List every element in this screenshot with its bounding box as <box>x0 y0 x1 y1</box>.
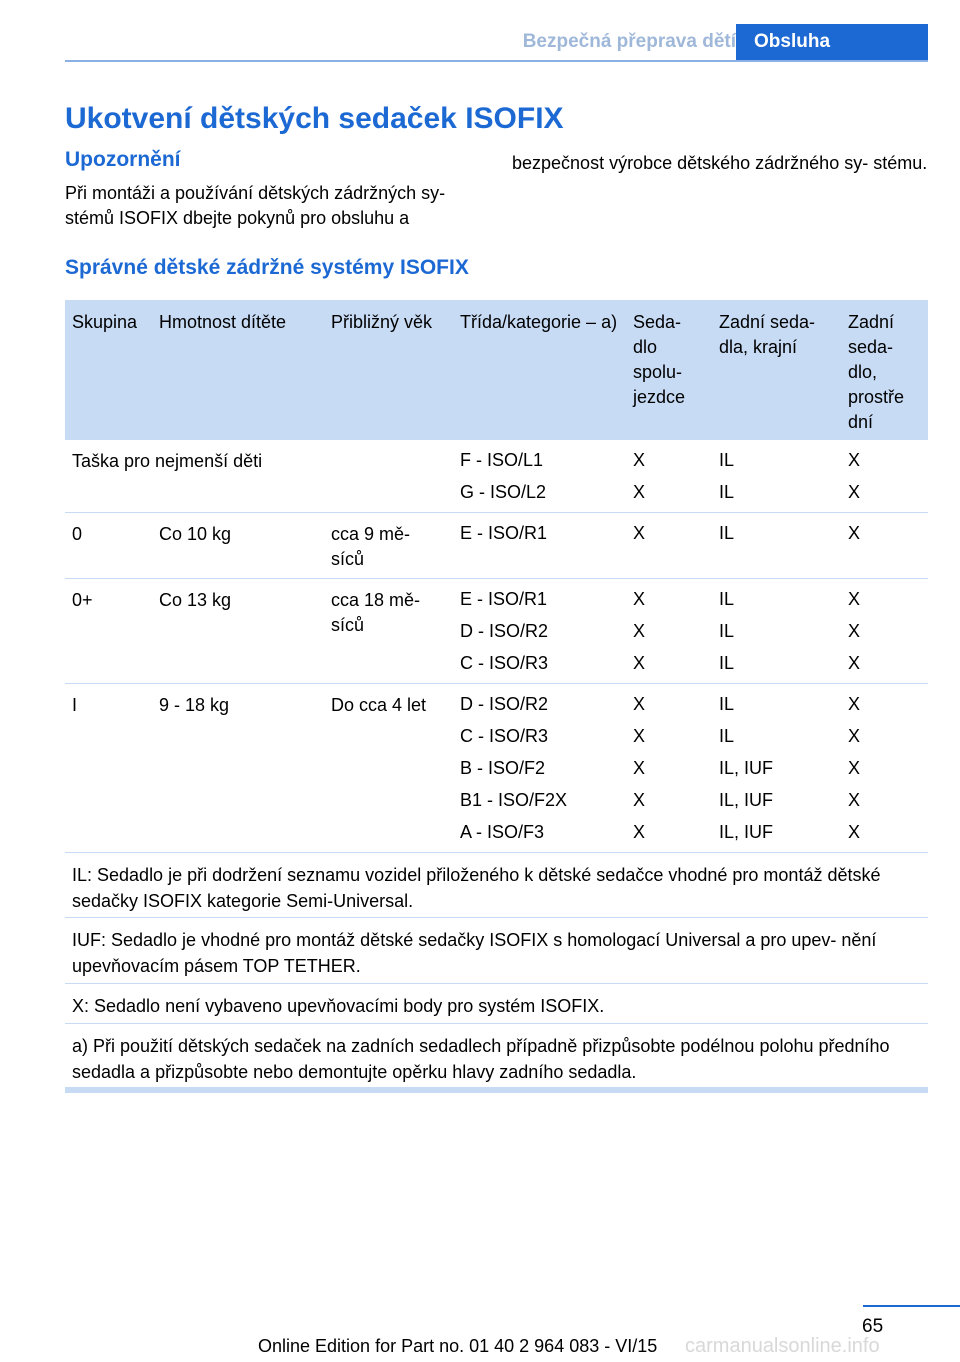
rear-outer-value: IL <box>719 694 735 714</box>
passenger-value: X <box>633 621 646 641</box>
cell-rear-middle <box>848 449 920 513</box>
cell-group: I <box>72 695 78 715</box>
rear-outer-value: IL, IUF <box>719 822 774 842</box>
rear-outer-value: IL, IUF <box>719 758 774 778</box>
header-rear-outer: Zadní seda‐ dla, krajní <box>719 312 816 357</box>
cell-age: cca 9 mě‐ síců <box>331 524 411 569</box>
header-group: Skupina <box>72 312 138 332</box>
rear-outer-value: IL <box>719 589 735 609</box>
section-title: Bezpečná přeprava dětí <box>522 31 736 52</box>
table-row <box>65 513 928 579</box>
rear-outer-value: IL, IUF <box>719 790 774 810</box>
class-value: C - ISO/R3 <box>460 653 549 673</box>
cell-rear-outer <box>719 588 834 684</box>
header-rear-middle: Zadní seda‐ dlo, prostře dní <box>848 312 905 432</box>
table-row <box>65 579 928 684</box>
cell-rear-middle <box>848 522 920 554</box>
table-note: a) Při použití dětských sedaček na zadních sedadlech případně přizpůsobte podélnou polohu předního sedadla a přizpůsobte nebo demontujte opěrku hlavy zadního sedadla. <box>72 1036 890 1082</box>
class-value: A - ISO/F3 <box>460 822 545 842</box>
header-weight: Hmotnost dítěte <box>159 312 287 332</box>
cell-weight: 9 - 18 kg <box>159 695 230 715</box>
footer-divider <box>863 1305 960 1307</box>
header-divider <box>65 60 928 62</box>
rear-outer-value: IL <box>719 653 735 673</box>
table-note: IL: Sedadlo je při dodržení seznamu vozidel přiloženého k dětské sedačce vhodné pro montáž dětské sedačky ISOFIX kategorie Semi-Universal. <box>65 853 928 918</box>
cell-group: 0+ <box>72 590 93 610</box>
cell-passenger <box>633 588 703 684</box>
cell-weight: Co 10 kg <box>159 524 232 544</box>
table-heading: Správné dětské zádržné systémy ISOFIX <box>65 256 469 279</box>
rear-outer-value: IL <box>719 621 735 641</box>
passenger-value: X <box>633 523 646 543</box>
rear-middle-value: X <box>848 589 861 609</box>
cell-weight: Co 13 kg <box>159 590 232 610</box>
warning-heading: Upozornění <box>65 148 181 171</box>
table-header-row <box>65 300 928 440</box>
class-value: B - ISO/F2 <box>460 758 546 778</box>
cell-group: 0 <box>72 524 83 544</box>
cell-rear-middle <box>848 693 920 853</box>
class-value: B1 - ISO/F2X <box>460 790 568 810</box>
class-value: C - ISO/R3 <box>460 726 549 746</box>
rear-middle-value: X <box>848 694 861 714</box>
cell-passenger <box>633 449 703 513</box>
cell-passenger <box>633 522 703 554</box>
class-value: E - ISO/R1 <box>460 523 548 543</box>
cell-rear-outer <box>719 449 834 513</box>
passenger-value: X <box>633 589 646 609</box>
header-class: Třída/kategorie – a) <box>460 312 618 332</box>
cell-class <box>460 693 625 853</box>
cell-age: cca 18 mě‐ síců <box>331 590 421 635</box>
warning-text-right: bezpečnost výrobce dětského zádržného sy‐ stému. <box>512 153 928 173</box>
chapter-tab: Obsluha <box>736 24 928 60</box>
cell-rear-outer <box>719 522 834 554</box>
header-passenger-seat: Seda‐ dlo spolu‐ jezdce <box>633 312 686 407</box>
table-row <box>65 440 928 513</box>
rear-middle-value: X <box>848 758 861 778</box>
passenger-value: X <box>633 653 646 673</box>
passenger-value: X <box>633 758 646 778</box>
class-value: F - ISO/L1 <box>460 450 544 470</box>
rear-middle-value: X <box>848 523 861 543</box>
cell-class <box>460 522 625 554</box>
passenger-value: X <box>633 790 646 810</box>
page-header <box>65 24 928 62</box>
table-note: X: Sedadlo není vybaveno upevňovacími body pro systém ISOFIX. <box>65 984 928 1024</box>
rear-middle-value: X <box>848 482 861 502</box>
warning-text-left: Při montáži a používání dětských zádržných sy‐ stémů ISOFIX dbejte pokynů pro obsluhu a <box>65 183 446 228</box>
rear-middle-value: X <box>848 790 861 810</box>
class-value: D - ISO/R2 <box>460 694 549 714</box>
rear-outer-value: IL <box>719 450 735 470</box>
cell-group: Taška pro nejmenší děti <box>72 451 263 471</box>
table-note: IUF: Sedadlo je vhodné pro montáž dětské sedačky ISOFIX s homologací Universal a pro upev‐ nění upevňovacím pásem TOP TETHER. <box>65 918 928 984</box>
rear-outer-value: IL <box>719 726 735 746</box>
page-number: 65 <box>862 1316 884 1337</box>
rear-middle-value: X <box>848 450 861 470</box>
passenger-value: X <box>633 726 646 746</box>
rear-middle-value: X <box>848 822 861 842</box>
table-row <box>65 684 928 853</box>
cell-age: Do cca 4 let <box>331 695 427 715</box>
cell-passenger <box>633 693 703 853</box>
cell-rear-outer <box>719 693 834 853</box>
passenger-value: X <box>633 694 646 714</box>
rear-outer-value: IL <box>719 482 735 502</box>
page-title: Ukotvení dětských sedaček ISOFIX <box>65 102 564 135</box>
class-value: E - ISO/R1 <box>460 589 548 609</box>
rear-outer-value: IL <box>719 523 735 543</box>
passenger-value: X <box>633 482 646 502</box>
cell-class <box>460 449 625 513</box>
cell-class <box>460 588 625 684</box>
cell-rear-middle <box>848 588 920 684</box>
class-value: D - ISO/R2 <box>460 621 549 641</box>
class-value: G - ISO/L2 <box>460 482 547 502</box>
watermark: carmanualsonline.info <box>685 1335 880 1357</box>
header-age: Přibližný věk <box>331 312 433 332</box>
rear-middle-value: X <box>848 726 861 746</box>
rear-middle-value: X <box>848 653 861 673</box>
isofix-table <box>65 300 928 1093</box>
rear-middle-value: X <box>848 621 861 641</box>
passenger-value: X <box>633 450 646 470</box>
table-bottom-rule <box>65 1087 928 1093</box>
passenger-value: X <box>633 822 646 842</box>
edition-text: Online Edition for Part no. 01 40 2 964 083 - VI/15 <box>258 1336 658 1356</box>
